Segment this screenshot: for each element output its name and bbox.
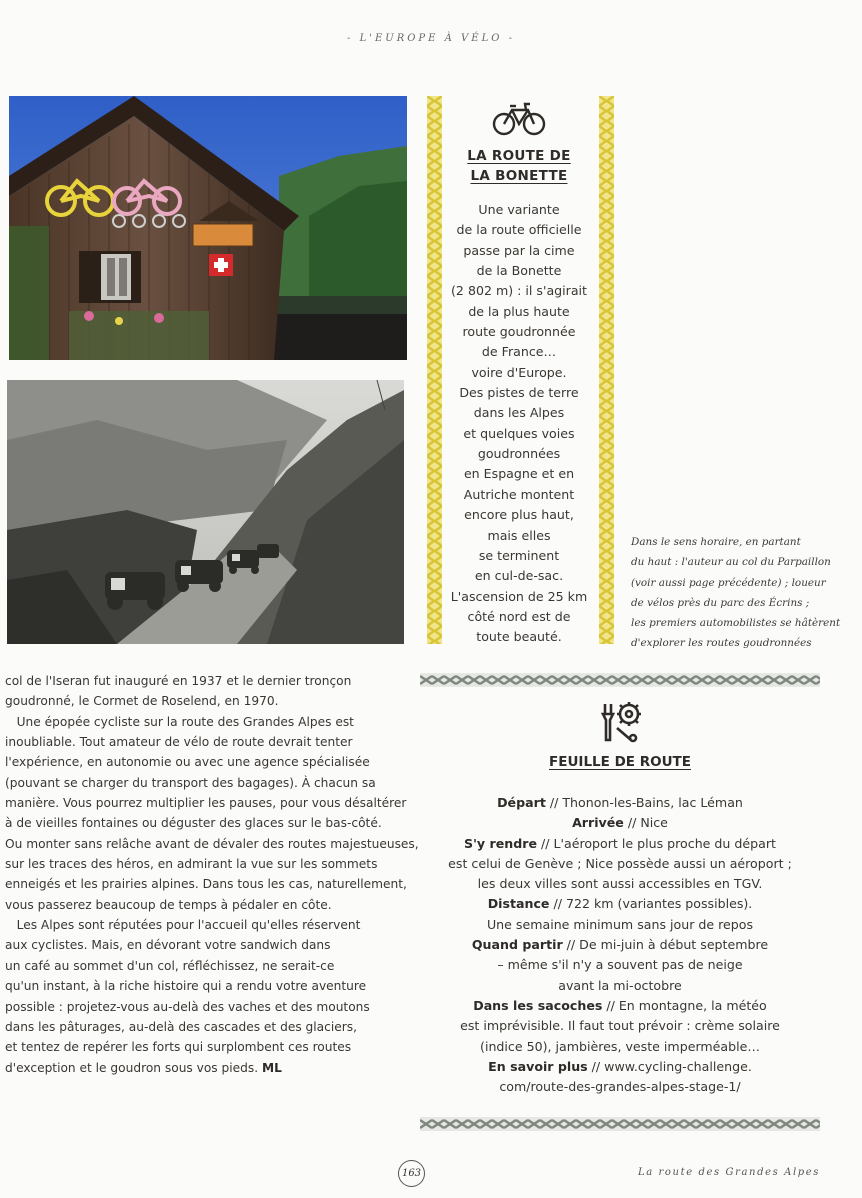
caption-line: les premiers automobilistes se hâtèrent: [631, 617, 841, 630]
roadbook-line: – même s'il n'y a souvent pas de neige: [497, 957, 743, 973]
roadbook-line: (indice 50), jambières, veste imperméable…: [480, 1038, 760, 1054]
caption-line: du haut : l'auteur au col du Parpaillon: [631, 556, 831, 569]
roadbook-line: est imprévisible. Il faut tout prévoir : crème solaire: [460, 1018, 780, 1034]
article-line: [5, 1058, 415, 1078]
sidebar-line: passe par la cime: [463, 242, 575, 258]
article-line: inoubliable. Tout amateur de vélo de route devrait tenter: [5, 735, 353, 750]
article-line: manière. Vous pourrez multiplier les pauses, pour vous désaltérer: [5, 796, 407, 811]
article-line: Les Alpes sont réputées pour l'accueil qu'elles réservent: [5, 918, 361, 933]
tools-icon: [430, 700, 810, 744]
distance-value: // 722 km (variantes possibles).: [549, 896, 753, 912]
sidebar-line: Autriche montent: [463, 486, 575, 502]
article-body: [5, 671, 419, 1078]
sidebar-line: et quelques voies: [463, 425, 575, 441]
chalet-photo: [9, 96, 407, 360]
sidebar-route-bonette: [446, 98, 592, 648]
sidebar-title-line: LA ROUTE DE: [467, 148, 571, 164]
en-savoir-plus-link-cont[interactable]: com/route-des-grandes-alpes-stage-1/: [499, 1079, 741, 1095]
roadbook-line: [430, 1057, 810, 1077]
article-line: possible : projetez-vous au-delà des vaches et des moutons: [5, 999, 370, 1014]
article-line: et tentez de repérer les forts qui surplombent ces routes: [5, 1040, 352, 1055]
sidebar-text: [446, 200, 592, 648]
distance-label: Distance: [487, 896, 550, 912]
photo-caption: [631, 532, 841, 654]
sidebar-title: [446, 146, 592, 186]
sidebar-line: mais elles: [487, 527, 551, 543]
sidebar-line: de la Bonette: [476, 263, 562, 279]
footer-section-title: La route des Grandes Alpes: [637, 1167, 820, 1178]
roadbook-lines: [430, 793, 810, 1097]
en-savoir-plus-label: En savoir plus: [488, 1058, 588, 1074]
roadbook-line: [430, 793, 810, 813]
running-head: - L'EUROPE À VÉLO -: [347, 33, 515, 44]
article-line: à de vieilles fontaines ou déguster des glaces sur le bas-côté.: [5, 816, 382, 831]
sidebar-title-line: LA BONETTE: [470, 168, 568, 184]
sidebar-line: côté nord est de: [467, 608, 571, 624]
article-line: sur les traces des héros, en admirant la vue sur les sommets: [5, 857, 378, 872]
tire-tread-stripe-left: [427, 96, 442, 644]
roadbook-title: FEUILLE DE ROUTE: [549, 754, 691, 770]
tire-tread-divider-top: [420, 672, 820, 686]
article-line: col de l'Iseran fut inauguré en 1937 et le dernier tronçon: [5, 674, 352, 688]
article-line: aux cyclistes. Mais, en dévorant votre sandwich dans: [5, 938, 331, 953]
page-number: 163: [398, 1160, 425, 1187]
article-line: (pouvant se charger du transport des bagages). À chacun sa: [5, 775, 376, 790]
caption-line: de vélos près du parc des Écrins ;: [631, 596, 810, 609]
roadbook-line: les deux villes sont aussi accessibles en TGV.: [477, 876, 763, 892]
roadbook-line: [430, 894, 810, 914]
depart-value: // Thonon-les-Bains, lac Léman: [545, 795, 743, 810]
arrivee-label: Arrivée: [572, 815, 624, 831]
vintage-cars-photo: [7, 380, 404, 644]
sidebar-line: goudronnées: [477, 446, 561, 462]
sidebar-line: de la plus haute: [468, 303, 570, 319]
article-line: Ou monter sans relâche avant de dévaler des routes majestueuses,: [5, 836, 419, 851]
depart-label: Départ: [497, 795, 546, 810]
sidebar-line: en cul-de-sac.: [474, 568, 564, 584]
article-last-line: d'exception et le goudron sous vos pieds.: [5, 1060, 259, 1075]
roadbook-line: [430, 813, 810, 833]
sidebar-line: Une variante: [478, 202, 560, 217]
sidebar-line: dans les Alpes: [473, 405, 565, 421]
sidebar-line: en Espagne et en: [463, 466, 575, 482]
tire-tread-stripe-right: [599, 96, 614, 644]
article-line: l'expérience, en autonomie ou avec une agence spécialisée: [5, 755, 370, 770]
roadbook-box: [430, 700, 810, 1097]
article-line: enneigés et les prairies alpines. Dans tous les cas, naturellement,: [5, 877, 407, 892]
article-line: un café au sommet d'un col, réfléchissez, ne serait-ce: [5, 958, 335, 973]
sidebar-line: de la route officielle: [456, 222, 582, 238]
sidebar-line: de France…: [481, 344, 557, 360]
quand-partir-label: Quand partir: [471, 937, 563, 953]
article-line: vous passerez beaucoup de temps à pédaler en côte.: [5, 897, 332, 912]
sidebar-line: L'ascension de 25 km: [450, 588, 588, 604]
bicycle-icon: [446, 98, 592, 138]
sidebar-line: se terminent: [478, 547, 560, 563]
quand-partir-value: // De mi-juin à début septembre: [562, 937, 769, 953]
article-line: dans les pâturages, au-delà des cascades et des glaciers,: [5, 1019, 357, 1034]
sidebar-line: encore plus haut,: [464, 507, 574, 523]
roadbook-line: [430, 996, 810, 1016]
tire-tread-divider-bottom: [420, 1116, 820, 1130]
sy-rendre-label: S'y rendre: [464, 835, 538, 851]
sidebar-line: voire d'Europe.: [471, 364, 567, 380]
article-line: goudronné, le Cormet de Roselend, en 1970.: [5, 694, 279, 709]
sidebar-line: route goudronnée: [462, 324, 576, 340]
roadbook-line: [430, 935, 810, 955]
roadbook-line: avant la mi-octobre: [558, 977, 682, 993]
article-line: Une épopée cycliste sur la route des Grandes Alpes est: [5, 714, 354, 729]
en-savoir-plus-link[interactable]: // www.cycling-challenge.: [587, 1058, 752, 1074]
sacoches-value: // En montagne, la météo: [602, 997, 767, 1013]
sidebar-line: Des pistes de terre: [459, 385, 579, 401]
sidebar-line: (2 802 m) : il s'agirait: [451, 283, 587, 299]
roadbook-line: Une semaine minimum sans jour de repos: [486, 916, 754, 932]
article-line: qu'un instant, à la riche histoire qui a rendu votre aventure: [5, 979, 367, 994]
roadbook-line: [430, 834, 810, 854]
roadbook-line: est celui de Genève ; Nice possède aussi un aéroport ;: [448, 855, 792, 871]
author-signature: ML: [262, 1060, 282, 1075]
caption-line: d'explorer les routes goudronnées: [631, 637, 812, 650]
sacoches-label: Dans les sacoches: [473, 997, 603, 1013]
sidebar-line: toute beauté.: [476, 629, 562, 645]
caption-line: Dans le sens horaire, en partant: [631, 536, 801, 548]
arrivee-value: // Nice: [623, 815, 668, 831]
caption-line: (voir aussi page précédente) ; loueur: [631, 576, 826, 589]
sy-rendre-value: // L'aéroport le plus proche du départ: [537, 835, 776, 851]
